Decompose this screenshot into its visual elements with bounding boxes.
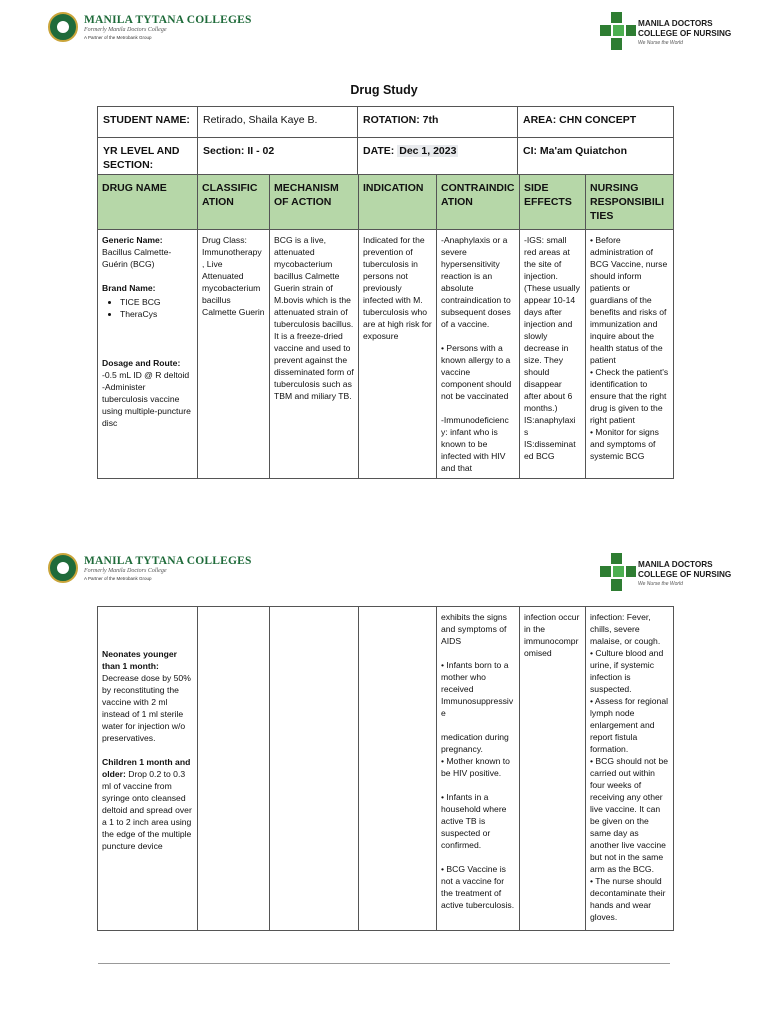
contraindication-item: -Immunodeficienc y: infant who is known to be infected with HIV and that <box>441 415 509 473</box>
brand-list <box>102 296 193 320</box>
green-cross-icon <box>600 12 636 50</box>
indication-cell: Indicated for the prevention of tuberculosis in persons not previously infected with M. tuberculosis who are at high risk for exposure <box>359 230 437 479</box>
column-header-indication: INDICATION <box>359 175 437 230</box>
school-name: MANILA TYTANA COLLEGES <box>84 555 252 567</box>
drug-study-table-page1 <box>97 174 674 479</box>
mdcn-logo <box>600 553 731 591</box>
dosage-label: Dosage and Route: <box>102 358 181 368</box>
column-header-side-effects: SIDE EFFECTS <box>520 175 586 230</box>
mechanism-cell-empty <box>270 607 359 931</box>
date-cell: DATE: Dec 1, 2023 <box>358 138 518 179</box>
school-partner: A Partner of the Metrobank Group <box>84 576 152 581</box>
neonates-text: Decrease dose by 50% by reconstituting the vaccine with 2 ml instead of 1 ml sterile water for injection w/o preservatives. <box>102 673 191 743</box>
section: Section: II - 02 <box>198 138 358 179</box>
contraindication-cell <box>437 607 520 931</box>
generic-name-label: Generic Name: <box>102 235 163 245</box>
mtc-logo <box>48 12 252 42</box>
column-header-mechanism: MECHANISM OF ACTION <box>270 175 359 230</box>
side-effects-cell: infection occur in the immunocompr omised <box>520 607 586 931</box>
classification-cell-empty <box>198 607 270 931</box>
dosage-line: -0.5 mL ID @ R deltoid <box>102 370 190 380</box>
children-label: Children 1 month and older: <box>102 757 191 779</box>
neonates-label: Neonates younger than 1 month: <box>102 649 177 671</box>
brand-item: • TICE BCG <box>120 296 193 308</box>
nursing-tagline: We Nurse the World <box>638 581 683 587</box>
student-name: Retirado, Shaila Kaye B. <box>198 107 358 138</box>
side-effects-cell <box>520 230 586 479</box>
mtc-logo <box>48 553 252 583</box>
date-value: Dec 1, 2023 <box>399 145 457 157</box>
indication-cell-empty <box>359 607 437 931</box>
contraindication-item: • Infants born to a mother who received Immunosuppressiv e <box>441 660 514 718</box>
school-subtitle: Formerly Manila Doctors College <box>84 568 167 574</box>
contraindication-item: exhibits the signs and symptoms of AIDS <box>441 612 507 646</box>
contraindication-item: -Anaphylaxis or a severe hypersensitivity reaction is an absolute contraindication to subsequent doses of a vaccine. <box>441 235 511 329</box>
nursing-item: • The nurse should decontaminate their hands and wear gloves. <box>590 876 666 922</box>
column-header-nursing: NURSING RESPONSIBILI TIES <box>586 175 674 230</box>
mechanism-cell: BCG is a live, attenuated mycobacterium bacillus Calmette Guerin strain of M.bovis which is the attenuated strain of tuberculosis bacillus. It is a freeze-dried vaccine and used to prevent against the disseminated form of tuberculosis such as TBM and miliary TB. <box>270 230 359 479</box>
footer-divider <box>98 963 670 964</box>
children-text: Drop 0.2 to 0.3 ml of vaccine from syringe onto cleansed deltoid and spread over a 1 to 2 inch area using the edge of the multiple puncture device <box>102 769 192 851</box>
nursing-cell <box>586 607 674 931</box>
rotation: ROTATION: 7th <box>358 107 518 138</box>
nursing-name-line1: MANILA DOCTORS <box>638 19 713 28</box>
mdcn-logo <box>600 12 731 50</box>
column-header-drug-name: DRUG NAME <box>98 175 198 230</box>
page2-header <box>0 553 768 603</box>
nursing-item: • Assess for regional lymph node enlargement and report fistula formation. <box>590 696 669 754</box>
page1-header <box>0 12 768 62</box>
side-effect-item: -IGS: small red areas at the site of injection. (These usually appear 10-14 days after injection and slowly decrease in size. They should disappear after about 6 months.) <box>524 235 580 413</box>
generic-name-value: Bacillus Calmette-Guérin (BCG) <box>102 247 172 269</box>
side-effect-item: IS:disseminat ed BCG <box>524 439 576 461</box>
nursing-tagline: We Nurse the World <box>638 40 683 46</box>
nursing-name-line2: COLLEGE OF NURSING <box>638 570 732 579</box>
side-effect-item: IS:anaphylaxi s <box>524 415 576 437</box>
school-subtitle: Formerly Manila Doctors College <box>84 27 167 33</box>
drug-study-table-page2 <box>97 606 674 931</box>
yr-level-label: YR LEVEL AND SECTION: <box>98 138 198 179</box>
nursing-item: • BCG should not be carried out within four weeks of receiving any other live vaccine. It can be given on the same day as another live vaccine but not in the same arm as the BCG. <box>590 756 669 874</box>
dosage-continued-cell <box>98 607 198 931</box>
college-seal-icon <box>48 12 78 42</box>
nursing-item: • Monitor for signs and symptoms of systemic BCG <box>590 427 659 461</box>
student-label: STUDENT NAME: <box>98 107 198 138</box>
children-dosage <box>102 756 193 852</box>
green-cross-icon <box>600 553 636 591</box>
contraindication-item: • Infants in a household where active TB is suspected or confirmed. <box>441 792 507 850</box>
column-header-classification: CLASSIFIC ATION <box>198 175 270 230</box>
brand-name-label: Brand Name: <box>102 283 156 293</box>
contraindication-item: • Mother known to be HIV positive. <box>441 756 510 778</box>
school-name: MANILA TYTANA COLLEGES <box>84 14 252 26</box>
dosage-line: -Administer tuberculosis vaccine using multiple-puncture disc <box>102 382 191 428</box>
nursing-item: infection: Fever, chills, severe malaise, or cough. <box>590 612 661 646</box>
column-header-contraindication: CONTRAINDIC ATION <box>437 175 520 230</box>
contraindication-item: • Persons with a known allergy to a vaccine component should not be vaccinated <box>441 343 512 401</box>
contraindication-item: • BCG Vaccine is not a vaccine for the treatment of active tuberculosis. <box>441 864 515 910</box>
school-partner: A Partner of the Metrobank Group <box>84 35 152 40</box>
classification-cell: Drug Class: Immunotherapy , Live Attenuated mycobacterium bacillus Calmette Guerin <box>198 230 270 479</box>
brand-item: • TheraCys <box>120 308 193 320</box>
info-table <box>97 106 674 179</box>
page-title: Drug Study <box>350 83 418 97</box>
clinical-instructor: CI: Ma'am Quiatchon <box>518 138 674 179</box>
college-seal-icon <box>48 553 78 583</box>
nursing-cell <box>586 230 674 479</box>
contraindication-cell <box>437 230 520 479</box>
nursing-item: • Check the patient's identification to ensure that the right drug is given to the right patient <box>590 367 669 425</box>
drug-name-cell <box>98 230 198 479</box>
nursing-name-line2: COLLEGE OF NURSING <box>638 29 732 38</box>
contraindication-item: medication during pregnancy. <box>441 732 509 754</box>
nursing-name-line1: MANILA DOCTORS <box>638 560 713 569</box>
area: AREA: CHN CONCEPT <box>518 107 674 138</box>
nursing-item: • Before administration of BCG Vaccine, nurse should inform patients or guardians of the benefits and risks of immunization and inquire about the health status of the patient <box>590 235 668 365</box>
nursing-item: • Culture blood and urine, if systemic infection is suspected. <box>590 648 664 694</box>
